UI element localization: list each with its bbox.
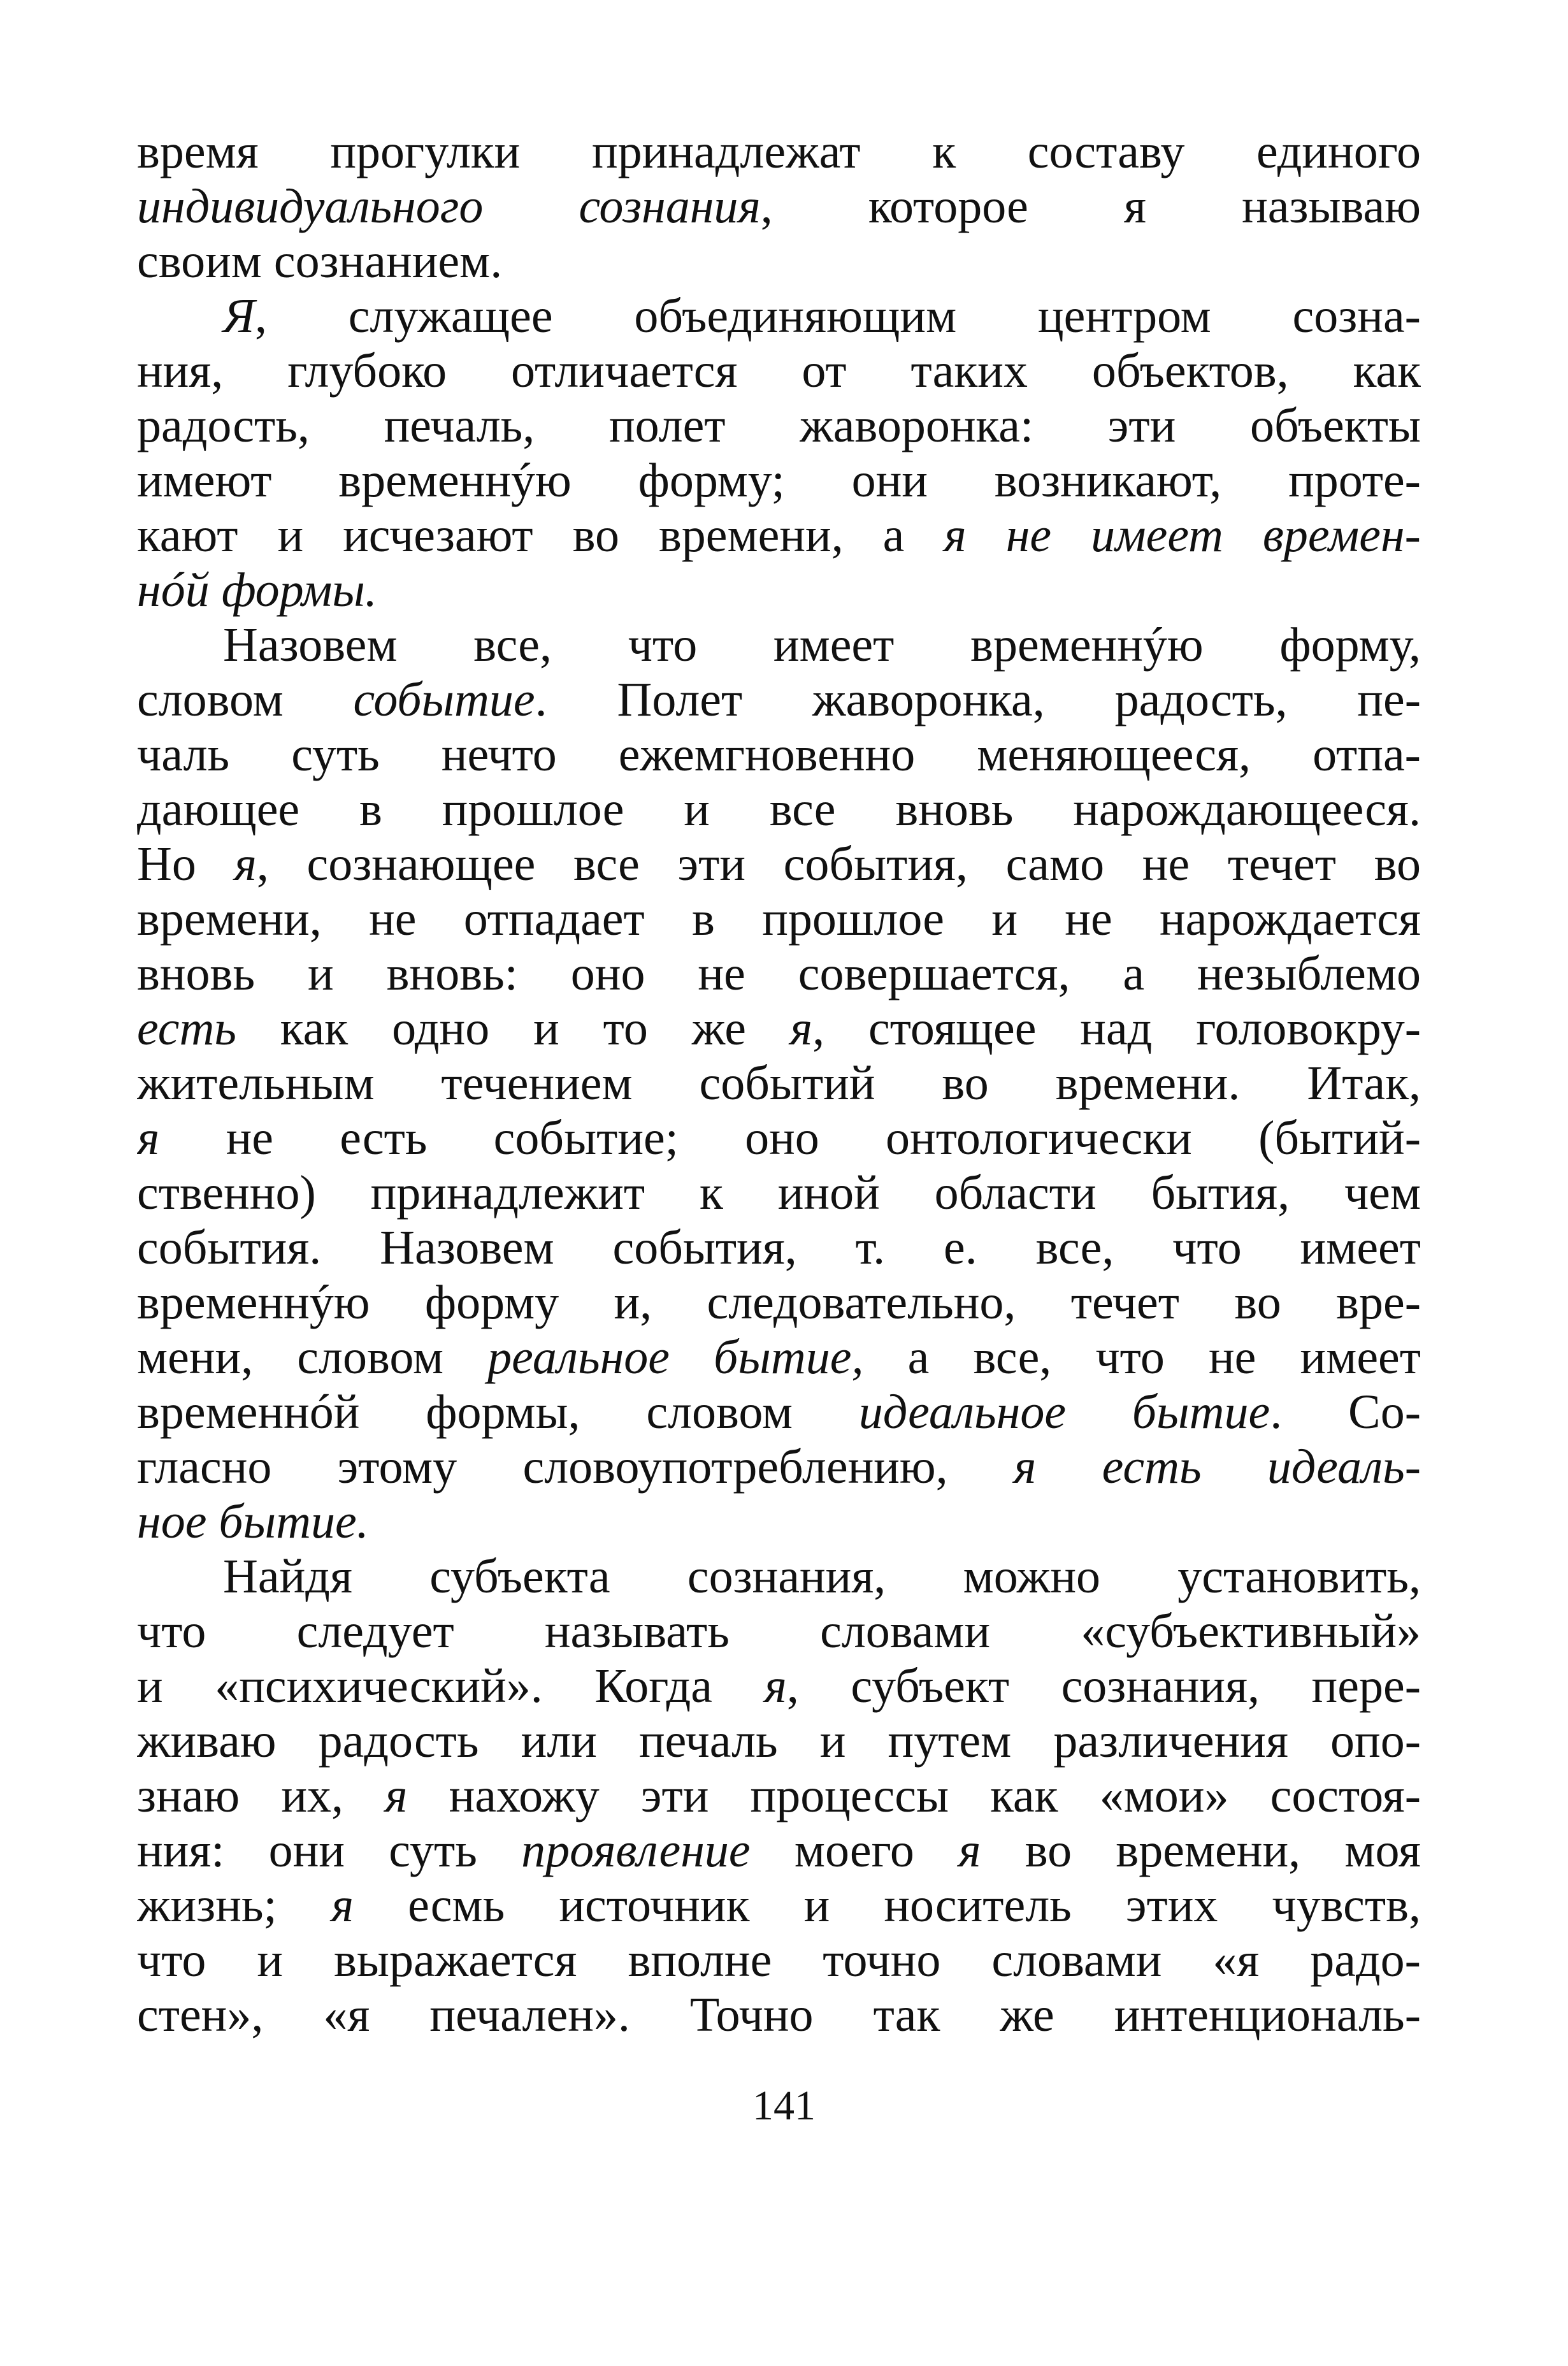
italic-text: реальное бытие, xyxy=(487,1331,864,1384)
text-line xyxy=(137,1494,1421,1549)
text-line xyxy=(137,837,1421,891)
page-number: 141 xyxy=(752,2082,816,2129)
italic-text: индивидуального сознания xyxy=(137,180,761,233)
text-segment: вновь и вновь: оно не совершается, а незыблемо xyxy=(137,947,1421,1000)
text-line xyxy=(137,1165,1421,1220)
text-segment: а все, что не имеет xyxy=(863,1331,1421,1384)
text-segment: мени, словом xyxy=(137,1331,488,1384)
italic-text: нóй формы. xyxy=(137,563,377,617)
text-segment: ния: они суть xyxy=(137,1824,522,1877)
text-segment: ственно) принадлежит к иной области бытия, чем xyxy=(137,1166,1421,1220)
text-segment: , сознающее все эти события, само не течет во xyxy=(256,837,1421,891)
text-line xyxy=(137,1001,1421,1056)
text-line xyxy=(137,672,1421,727)
page-text xyxy=(137,124,1421,2042)
text-line xyxy=(137,1385,1421,1439)
text-line xyxy=(137,179,1421,234)
text-segment: . Полет жаворонка, радость, пе- xyxy=(535,673,1421,726)
text-line xyxy=(137,563,1421,617)
text-line xyxy=(137,1604,1421,1659)
text-line xyxy=(137,1713,1421,1768)
text-line xyxy=(137,124,1421,179)
italic-text: я есть идеаль- xyxy=(1014,1440,1421,1494)
text-line xyxy=(137,1275,1421,1330)
text-segment: Найдя субъекта сознания, можно установить, xyxy=(223,1550,1421,1603)
text-segment: живаю радость или печаль и путем различения опо- xyxy=(137,1714,1421,1768)
text-segment: имеют временнýю форму; они возникают, проте- xyxy=(137,454,1421,507)
text-segment: во времени, моя xyxy=(981,1824,1421,1877)
text-segment: , субъект сознания, пере- xyxy=(786,1659,1421,1713)
text-segment: как одно и то же xyxy=(236,1002,790,1055)
text-line xyxy=(137,234,1421,289)
text-segment: радость, печаль, полет жаворонка: эти объекты xyxy=(137,399,1421,452)
text-segment: дающее в прошлое и все вновь нарождающееся. xyxy=(137,783,1421,836)
text-segment: времени, не отпадает в прошлое и не нарождается xyxy=(137,892,1421,946)
italic-text: проявление xyxy=(521,1824,751,1877)
italic-text: я xyxy=(137,1111,160,1165)
text-line xyxy=(137,1659,1421,1713)
text-segment: жительным течением событий во времени. Итак, xyxy=(137,1057,1421,1110)
italic-text: идеальное бытие xyxy=(858,1385,1270,1439)
italic-text: я не имеет времен- xyxy=(944,509,1421,562)
text-segment: что и выражается вполне точно словами «я радо- xyxy=(137,1933,1421,1987)
text-segment: . Со- xyxy=(1270,1385,1421,1439)
italic-text: я xyxy=(385,1769,408,1822)
text-line xyxy=(137,617,1421,672)
text-line xyxy=(137,946,1421,1001)
italic-text: Я xyxy=(223,289,255,343)
text-segment: гласно этому словоупотреблению, xyxy=(137,1440,1014,1494)
text-line xyxy=(137,727,1421,782)
italic-text: есть xyxy=(137,1002,236,1055)
text-segment: , стоящее над головокру- xyxy=(812,1002,1421,1055)
italic-text: я xyxy=(958,1824,981,1877)
text-line xyxy=(137,1878,1421,1933)
text-segment: и «психический». Когда xyxy=(137,1659,765,1713)
text-line xyxy=(137,508,1421,563)
text-line xyxy=(137,891,1421,946)
italic-text: я xyxy=(331,1879,354,1932)
text-line xyxy=(137,398,1421,453)
text-segment: , которое я называю xyxy=(760,180,1421,233)
text-line xyxy=(137,1987,1421,2042)
text-segment: кают и исчезают во времени, а xyxy=(137,509,944,562)
text-segment: чаль суть нечто ежемгновенно меняющееся, отпа- xyxy=(137,728,1421,781)
text-line xyxy=(137,1933,1421,1987)
text-segment: события. Назовем события, т. е. все, что имеет xyxy=(137,1221,1421,1274)
text-line xyxy=(137,1220,1421,1275)
text-segment: что следует называть словами «субъективный» xyxy=(137,1605,1421,1658)
italic-text: событие xyxy=(353,673,535,726)
text-segment: Назовем все, что имеет временнýю форму, xyxy=(223,618,1421,672)
text-segment: нахожу эти процессы как «мои» состоя- xyxy=(407,1769,1421,1822)
text-segment: временнýю форму и, следовательно, течет во вре- xyxy=(137,1276,1421,1329)
text-line xyxy=(137,1330,1421,1385)
text-segment: ния, глубоко отличается от таких объектов, как xyxy=(137,344,1421,398)
italic-text: я xyxy=(764,1659,787,1713)
text-line xyxy=(137,1056,1421,1111)
text-segment: жизнь; xyxy=(137,1879,331,1932)
text-segment: временнóй формы, словом xyxy=(137,1385,859,1439)
text-line xyxy=(137,343,1421,398)
text-line xyxy=(137,453,1421,508)
text-segment: есмь источник и носитель этих чувств, xyxy=(354,1879,1421,1932)
text-line xyxy=(137,1823,1421,1878)
text-line xyxy=(137,1439,1421,1494)
text-segment: , служащее объединяющим центром созна- xyxy=(254,289,1421,343)
italic-text: я xyxy=(234,837,257,891)
text-segment: Но xyxy=(137,837,234,891)
text-line xyxy=(137,1111,1421,1165)
text-segment: моего xyxy=(750,1824,959,1877)
text-segment: словом xyxy=(137,673,354,726)
italic-text: ное бытие. xyxy=(137,1495,369,1548)
text-segment: стен», «я печален». Точно так же интенциональ- xyxy=(137,1988,1421,2042)
text-line xyxy=(137,1549,1421,1604)
text-line xyxy=(137,1768,1421,1823)
text-segment: знаю их, xyxy=(137,1769,385,1822)
text-segment: не есть событие; оно онтологически (бытий- xyxy=(159,1111,1421,1165)
italic-text: я xyxy=(789,1002,813,1055)
text-segment: своим сознанием. xyxy=(137,234,503,288)
text-line xyxy=(137,782,1421,837)
text-line xyxy=(137,289,1421,343)
text-segment: время прогулки принадлежат к составу единого xyxy=(137,125,1421,178)
